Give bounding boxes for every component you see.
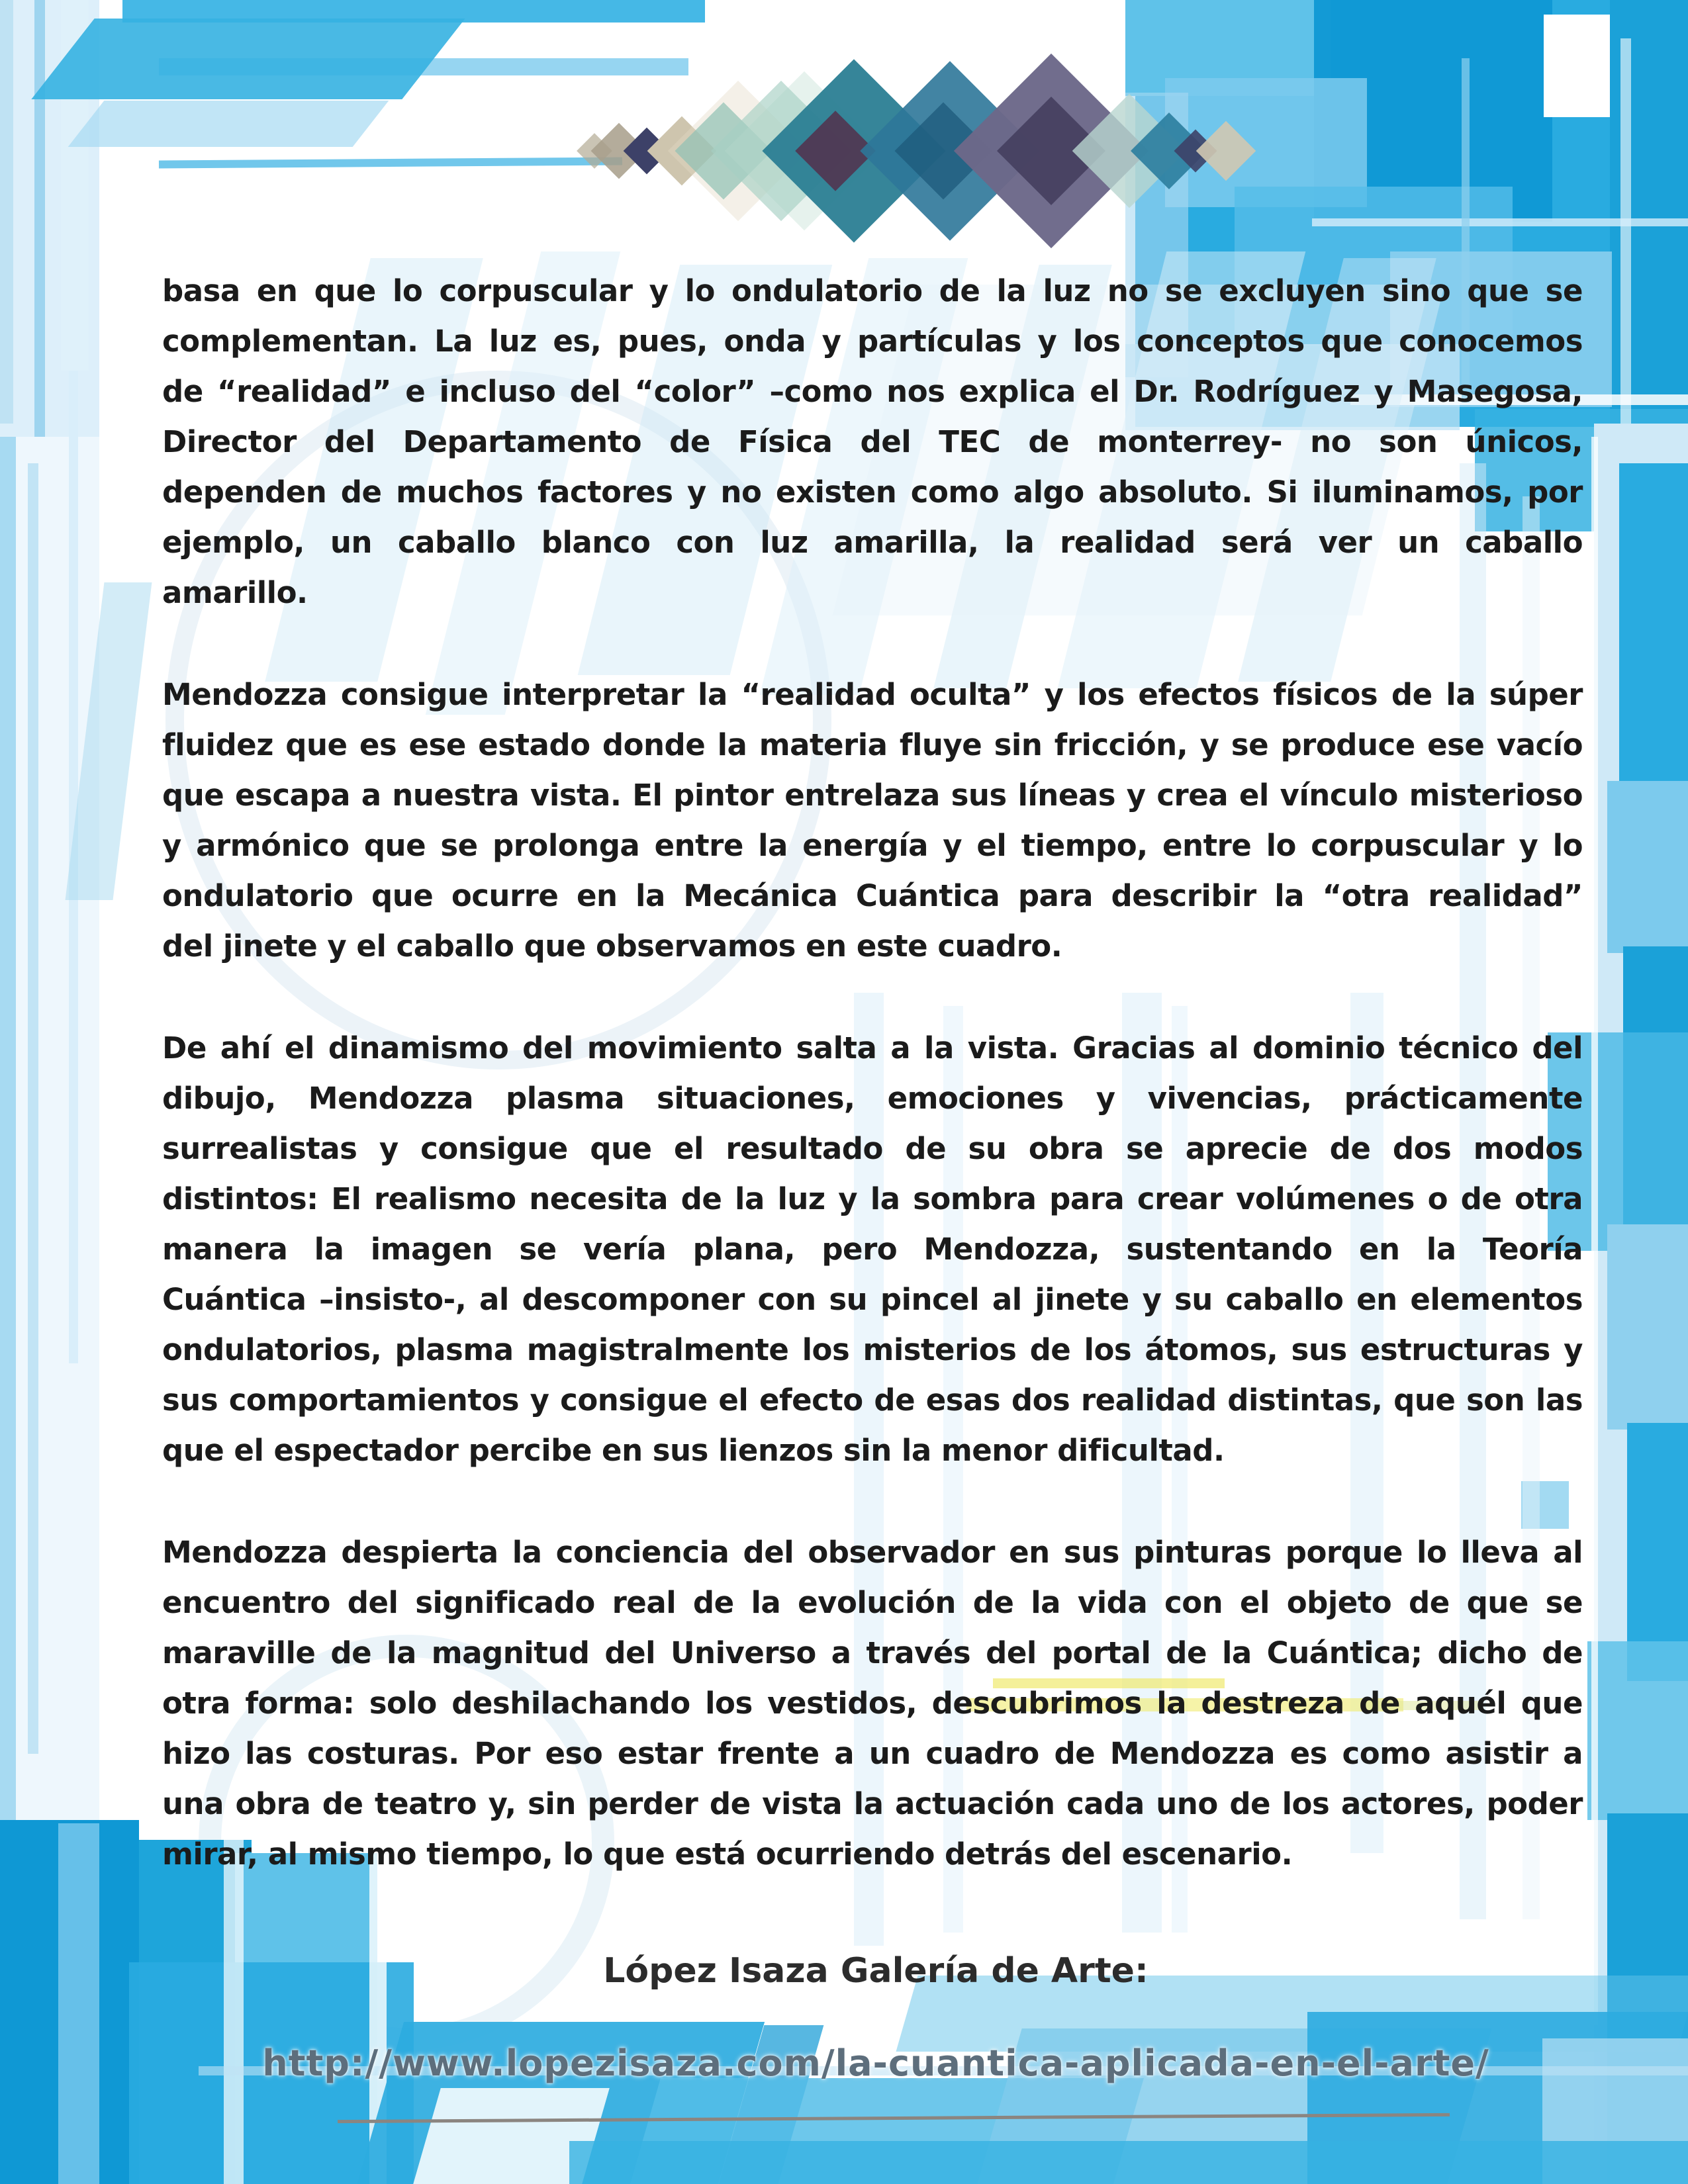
text-line: de “realidad” e incluso del “color” –como nos explica el Dr. Rodríguez y Masegosa, [162,374,1583,409]
article-text [162,266,1583,1931]
text-line: fluidez que es ese estado donde la materia fluye sin fricción, y se produce ese vacío [162,727,1583,762]
paragraph [162,1527,1583,1880]
gallery-url-link[interactable]: http://www.lopezisaza.com/la-cuantica-aplicada-en-el-arte/ [262,2042,1489,2084]
bg-block [1619,463,1688,794]
bg-line [1312,218,1688,226]
bg-line [1591,437,1598,2025]
text-line: una obra de teatro y, sin perder de vista la actuación cada uno de los actores, poder [162,1786,1583,1821]
text-line: Mendozza consigue interpretar la “realidad oculta” y los efectos físicos de la súper [162,677,1583,712]
text-line: Cuántica –insisto-, al descomponer con su pincel al jinete y su caballo en elementos [162,1282,1583,1317]
bg-stripe [34,0,45,463]
text-line: ondulatorio que ocurre en la Mecánica Cuántica para describir la “otra realidad” [162,878,1583,913]
paragraph [162,266,1583,618]
text-line: distintos: El realismo necesita de la luz y la sombra para crear volúmenes o de otra [162,1181,1583,1216]
text-line: ondulatorios, plasma magistralmente los misterios de los átomos, sus estructuras y [162,1332,1583,1367]
bg-stripe [28,463,38,1754]
text-line: que escapa a nuestra vista. El pintor entrelaza sus líneas y crea el vínculo misterioso [162,778,1583,813]
bg-block [569,2141,1688,2184]
text-line: complementan. La luz es, pues, onda y partículas y los conceptos que conocemos [162,324,1583,359]
text-line: hizo las costuras. Por eso estar frente a un cuadro de Mendozza es como asistir a [162,1736,1583,1771]
bg-block [1607,781,1688,953]
text-line: mirar, al mismo tiempo, lo que está ocurriendo detrás del escenario. [162,1837,1293,1872]
gallery-name: López Isaza Galería de Arte: [603,1951,1149,1991]
text-line: encuentro del significado real de la evolución de la vida con el objeto de que se [162,1585,1583,1620]
text-line: que el espectador percibe en sus lienzos sin la menor dificultad. [162,1433,1225,1468]
text-line: amarillo. [162,575,308,610]
bg-wedge [68,101,389,147]
text-line: dibujo, Mendozza plasma situaciones, emociones y vivencias, prácticamente [162,1081,1583,1116]
bg-wedge [31,19,465,99]
bg-stripe [0,437,16,1840]
bg-stripe [0,0,13,424]
text-line: ejemplo, un caballo blanco con luz amarilla, la realidad será ver un caballo [162,525,1583,560]
text-line: sus comportamientos y consigue el efecto de esas dos realidad distintas, que son las [162,1383,1583,1418]
bg-block [58,1823,99,2184]
text-line: del jinete y el caballo que observamos en este cuadro. [162,929,1062,964]
text-line: surrealistas y consigue que el resultado de su obra se aprecie de dos modos [162,1131,1583,1166]
text-line: Mendozza despierta la conciencia del observador en sus pinturas porque lo lleva al [162,1535,1583,1570]
text-line: y armónico que se prolonga entre la energía y el tiempo, entre lo corpuscular y lo [162,828,1583,863]
bg-white-rect [1544,15,1610,117]
bg-block [1607,1224,1688,1430]
text-line: otra forma: solo deshilachando los vestidos, descubrimos la destreza de aquél que [162,1686,1583,1721]
text-line: maraville de la magnitud del Universo a través del portal de la Cuántica; dicho de [162,1635,1583,1670]
text-line: De ahí el dinamismo del movimiento salta a la vista. Gracias al dominio técnico del [162,1030,1583,1066]
bg-sliver [159,158,622,169]
text-line: dependen de muchos factores y no existen como algo absoluto. Si iluminamos, por [162,475,1583,510]
bg-block [1587,1641,1688,1820]
paragraph [162,670,1583,972]
bg-line [1620,38,1631,465]
text-line: Director del Departamento de Física del TEC de monterrey- no son únicos, [162,424,1583,459]
text-line: manera la imagen se vería plana, pero Mendozza, sustentando en la Teoría [162,1232,1583,1267]
paragraph [162,1023,1583,1476]
text-line: basa en que lo corpuscular y lo ondulatorio de la luz no se excluyen sino que se [162,273,1583,308]
